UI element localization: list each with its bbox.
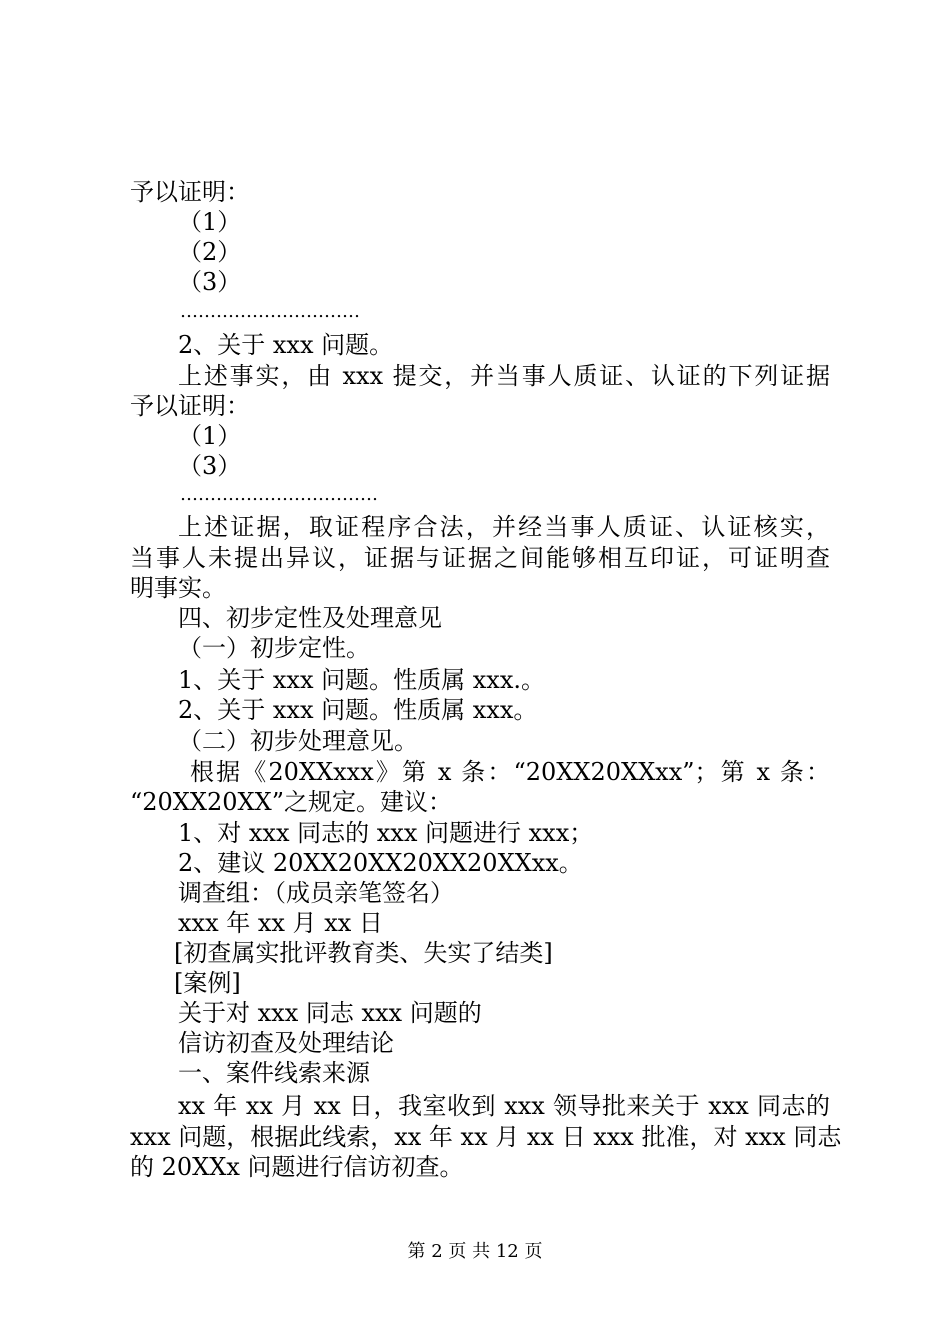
paragraph-line: 当事人未提出异议，证据与证据之间能够相互印证，可证明查: [130, 544, 830, 572]
list-item: （1）: [178, 422, 242, 450]
list-item: （3）: [178, 452, 242, 480]
paragraph-line: 根据《20XXxxx》第 x 条：“20XX20XXxx”；第 x 条：: [190, 758, 830, 786]
paragraph-line: xxx 问题，根据此线索，xx 年 xx 月 xx 日 xxx 批准，对 xxx 同志: [130, 1123, 842, 1151]
text-line: 明事实。: [130, 574, 226, 602]
page-footer: 第 2 页 共 12 页: [407, 1241, 543, 1262]
ellipsis-line: ……………………………: [180, 484, 378, 505]
text-line: 2、关于 xxx 问题。: [178, 331, 394, 359]
paragraph-line: 上述事实，由 xxx 提交，并当事人质证、认证的下列证据: [178, 362, 830, 390]
paragraph-line: xx 年 xx 月 xx 日，我室收到 xxx 领导批来关于 xxx 同志的: [178, 1092, 830, 1120]
subsection-heading: （一）初步定性。: [178, 634, 370, 662]
text-line: 1、对 xxx 同志的 xxx 问题进行 xxx；: [178, 819, 594, 847]
text-line: 予以证明：: [130, 392, 250, 420]
text-line: 2、建议 20XX20XX20XX20XXxx。: [178, 849, 583, 877]
list-item: （1）: [178, 208, 242, 236]
text-line: 2、关于 xxx 问题。性质属 xxx。: [178, 696, 538, 724]
section-heading: 四、初步定性及处理意见: [178, 604, 442, 632]
section-heading: 一、案件线索来源: [178, 1059, 370, 1087]
title-line: 信访初查及处理结论: [178, 1029, 394, 1057]
subsection-heading: （二）初步处理意见。: [178, 727, 418, 755]
text-line: “20XX20XX”之规定。建议：: [130, 788, 452, 816]
paragraph-line: 上述证据，取证程序合法，并经当事人质证、认证核实，: [178, 513, 830, 541]
list-item: （2）: [178, 238, 242, 266]
text-line: 1、关于 xxx 问题。性质属 xxx.。: [178, 666, 545, 694]
text-line: 予以证明：: [130, 178, 250, 206]
title-line: 关于对 xxx 同志 xxx 问题的: [178, 999, 482, 1027]
date-line: xxx 年 xx 月 xx 日: [178, 909, 383, 937]
text-line: 的 20XXx 问题进行信访初查。: [130, 1153, 464, 1181]
text-line: [案例]: [174, 969, 241, 997]
list-item: （3）: [178, 268, 242, 296]
text-line: [初查属实批评教育类、失实了结类]: [174, 939, 553, 967]
ellipsis-line: …………………………: [180, 301, 360, 322]
text-line: 调查组：（成员亲笔签名）: [178, 879, 454, 907]
